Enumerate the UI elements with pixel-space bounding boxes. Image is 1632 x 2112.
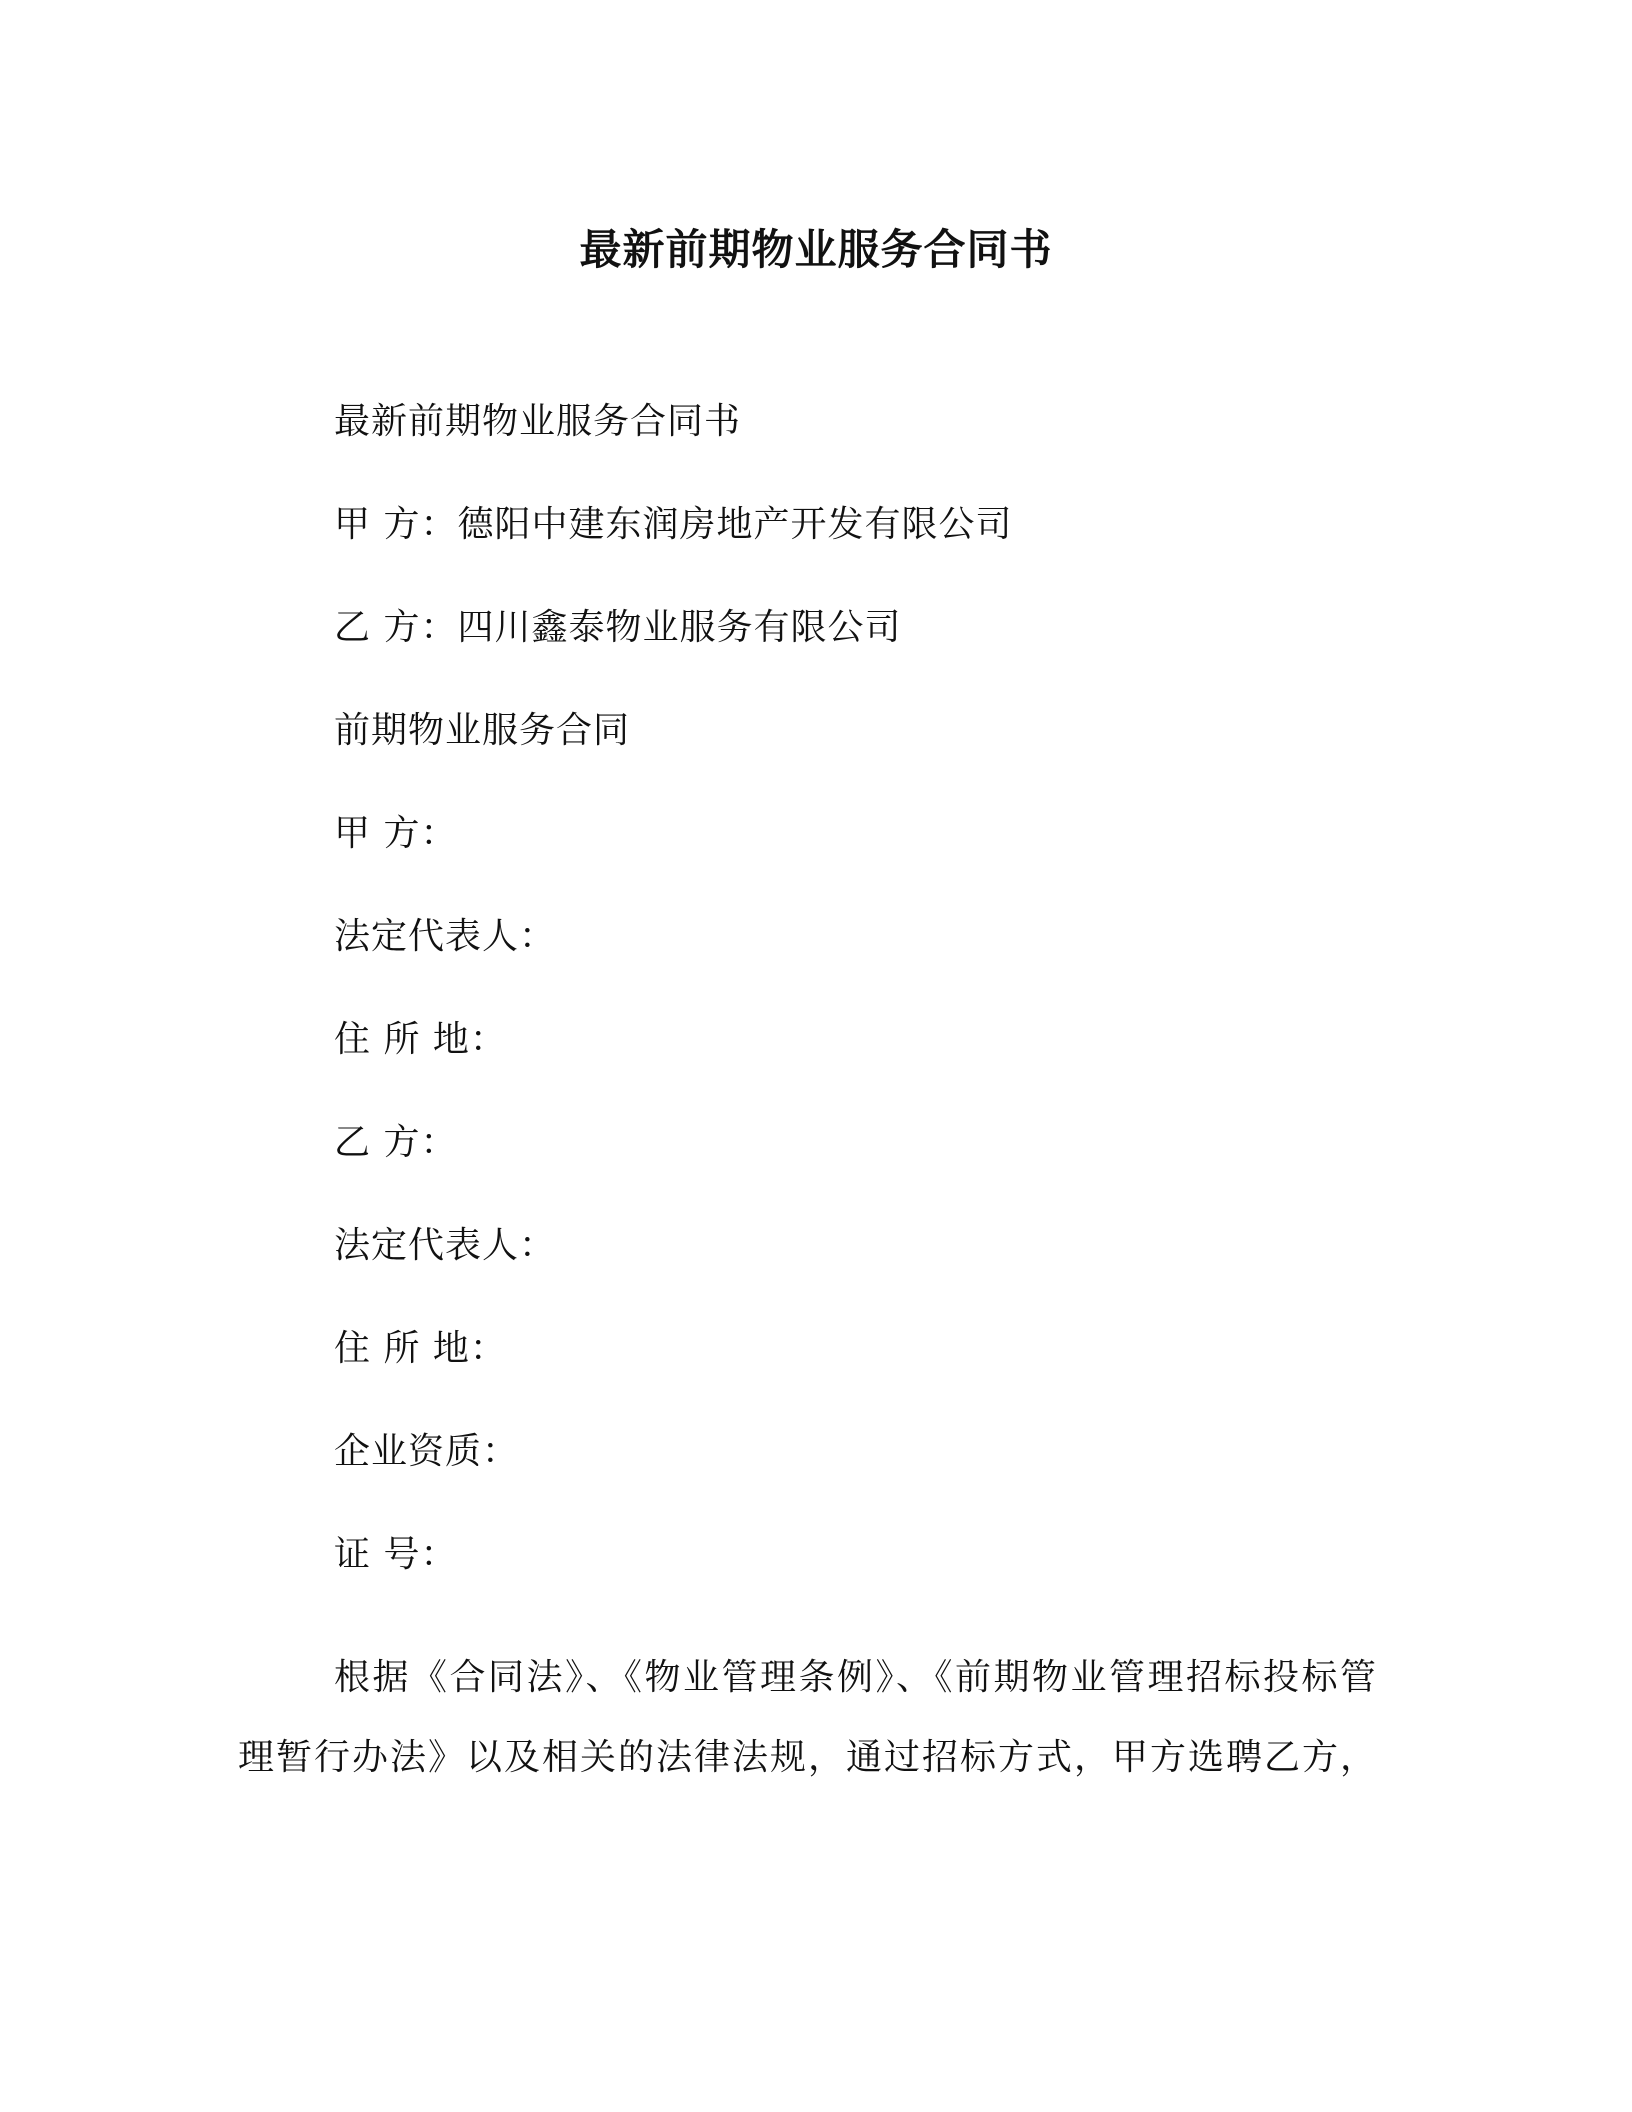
party-a-legal-rep-label: 法定代表人： — [334, 916, 557, 957]
certificate-number-label: 证 号： — [334, 1534, 458, 1575]
party-b-company-line: 乙 方：四川鑫泰物业服务有限公司 — [334, 607, 902, 648]
party-b-address-label: 住 所 地： — [334, 1328, 507, 1369]
party-a-address-label: 住 所 地： — [334, 1019, 507, 1060]
contract-basis-paragraph: 根据《合同法》、《物业管理条例》、《前期物业管理招标投标管理暂行办法》以及相关的法律法规，通过招标方式，甲方选聘乙方， — [238, 1657, 1379, 1778]
subtitle-line: 最新前期物业服务合同书 — [334, 401, 742, 442]
contract-heading-line: 前期物业服务合同 — [334, 710, 631, 751]
party-a-label: 甲 方： — [334, 813, 458, 854]
enterprise-qualification-label: 企业资质： — [334, 1431, 520, 1472]
party-a-company-line: 甲 方：德阳中建东润房地产开发有限公司 — [334, 504, 1013, 545]
party-b-label: 乙 方： — [334, 1122, 458, 1163]
document-title: 最新前期物业服务合同书 — [579, 225, 1053, 274]
party-b-legal-rep-label: 法定代表人： — [334, 1225, 557, 1266]
